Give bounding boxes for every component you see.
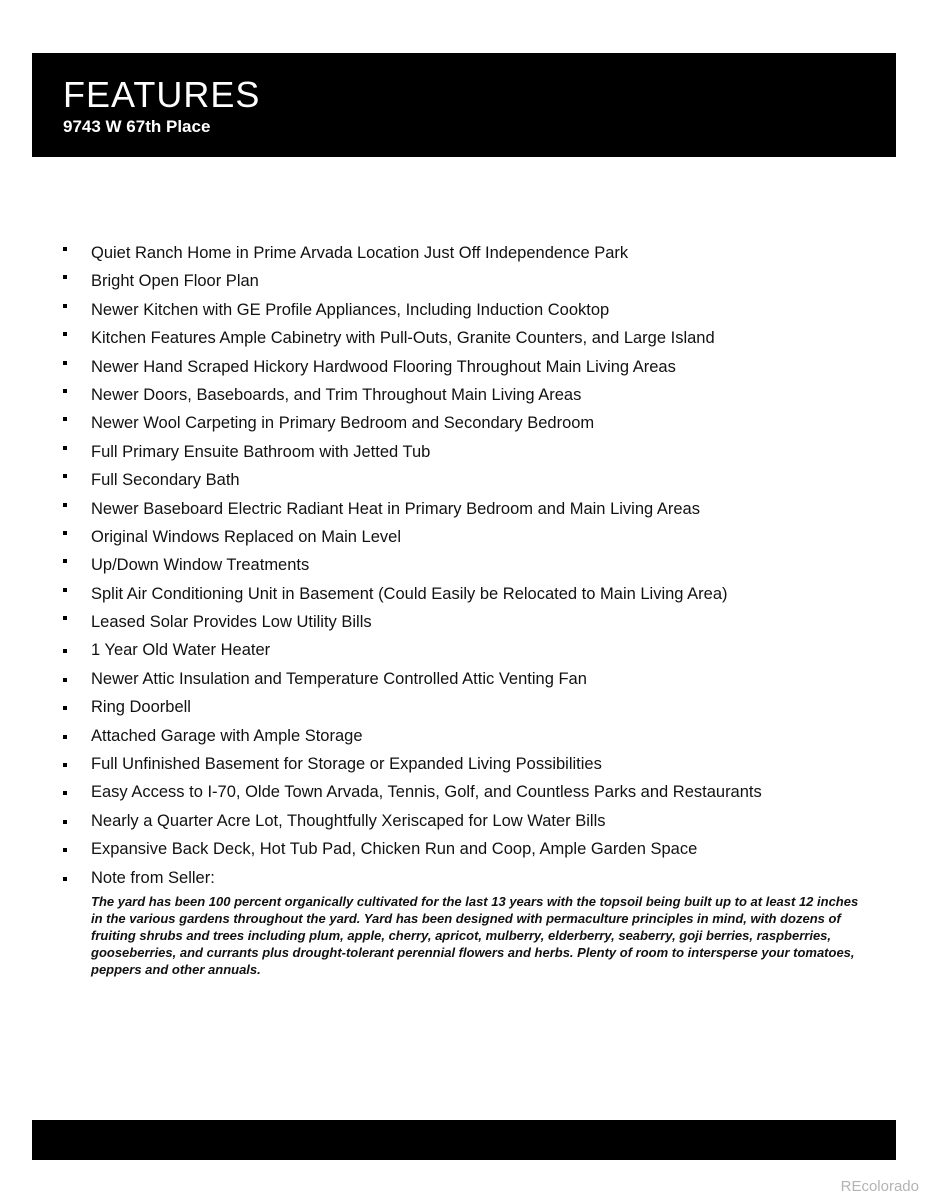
bullet-icon	[63, 706, 67, 710]
bullet-icon	[63, 649, 67, 653]
feature-text: 1 Year Old Water Heater	[91, 641, 271, 660]
feature-item	[60, 750, 880, 778]
bullet-icon	[63, 304, 67, 308]
feature-text: Full Unfinished Basement for Storage or Expanded Living Possibilities	[91, 755, 602, 774]
feature-item	[60, 438, 880, 466]
feature-item	[60, 353, 880, 381]
bullet-icon	[63, 877, 67, 881]
feature-item	[60, 693, 880, 721]
feature-item	[60, 551, 880, 579]
recolorado-watermark: REcolorado	[840, 1178, 919, 1195]
bullet-icon	[63, 678, 67, 682]
feature-text: Kitchen Features Ample Cabinetry with Pull-Outs, Granite Counters, and Large Island	[91, 329, 715, 348]
bullet-icon	[63, 559, 67, 563]
property-address: 9743 W 67th Place	[63, 117, 211, 136]
feature-item	[60, 466, 880, 494]
feature-item	[60, 835, 880, 863]
feature-text: Full Secondary Bath	[91, 471, 240, 490]
seller-note-block	[60, 892, 880, 978]
bullet-icon	[63, 616, 67, 620]
feature-item	[60, 495, 880, 523]
bullet-icon	[63, 848, 67, 852]
bullet-icon	[63, 361, 67, 365]
bullet-icon	[63, 531, 67, 535]
feature-item	[60, 381, 880, 409]
feature-text: Split Air Conditioning Unit in Basement (Could Easily be Relocated to Main Living Area)	[91, 584, 728, 603]
feature-text: Ring Doorbell	[91, 698, 191, 717]
feature-text: Attached Garage with Ample Storage	[91, 726, 363, 745]
feature-text: Note from Seller:	[91, 868, 215, 887]
feature-text: Full Primary Ensuite Bathroom with Jetted Tub	[91, 442, 431, 461]
bullet-icon	[63, 417, 67, 421]
feature-item	[60, 523, 880, 551]
bullet-icon	[63, 503, 67, 507]
bullet-icon	[63, 820, 67, 824]
bullet-icon	[63, 247, 67, 251]
feature-item	[60, 665, 880, 693]
feature-item	[60, 778, 880, 806]
footer-banner	[32, 1120, 896, 1160]
feature-text: Original Windows Replaced on Main Level	[91, 527, 401, 546]
feature-item	[60, 608, 880, 636]
feature-item	[60, 267, 880, 295]
feature-item	[60, 324, 880, 352]
bullet-icon	[63, 446, 67, 450]
feature-item	[60, 807, 880, 835]
bullet-icon	[63, 735, 67, 739]
feature-text: Easy Access to I-70, Olde Town Arvada, Tennis, Golf, and Countless Parks and Restaurants	[91, 783, 762, 802]
bullet-icon	[63, 588, 67, 592]
feature-text: Newer Hand Scraped Hickory Hardwood Flooring Throughout Main Living Areas	[91, 357, 676, 376]
bullet-icon	[63, 389, 67, 393]
seller-note-text: The yard has been 100 percent organically cultivated for the last 13 years with the topsoil being built up to at least 12 inches in the various gardens throughout the yard. Yard has been designed with permaculture principles in mind, with dozens of fruiting shrubs and trees including plum, apple, cherry, apricot, mulberry, elderberry, seaberry, goji berries, raspberries, gooseberries, and currants plus drought-tolerant perennial flowers and herbs. Plenty of room to intersperse your tomatoes, peppers and other annuals.	[91, 893, 859, 977]
feature-text: Expansive Back Deck, Hot Tub Pad, Chicken Run and Coop, Ample Garden Space	[91, 840, 698, 859]
feature-item	[60, 409, 880, 437]
bullet-icon	[63, 332, 67, 336]
feature-text: Newer Kitchen with GE Profile Appliances, Including Induction Cooktop	[91, 300, 610, 319]
feature-item	[60, 239, 880, 267]
feature-text: Newer Wool Carpeting in Primary Bedroom and Secondary Bedroom	[91, 414, 595, 433]
feature-text: Up/Down Window Treatments	[91, 556, 310, 575]
feature-text: Leased Solar Provides Low Utility Bills	[91, 613, 372, 632]
feature-text: Nearly a Quarter Acre Lot, Thoughtfully Xeriscaped for Low Water Bills	[91, 811, 606, 830]
feature-text: Newer Baseboard Electric Radiant Heat in Primary Bedroom and Main Living Areas	[91, 499, 700, 518]
feature-text: Bright Open Floor Plan	[91, 272, 259, 291]
feature-item	[60, 722, 880, 750]
page-title: FEATURES	[63, 74, 261, 115]
feature-item	[60, 636, 880, 664]
bullet-icon	[63, 763, 67, 767]
feature-text: Quiet Ranch Home in Prime Arvada Location Just Off Independence Park	[91, 244, 629, 262]
feature-text: Newer Attic Insulation and Temperature Controlled Attic Venting Fan	[91, 669, 587, 688]
feature-list	[60, 239, 880, 978]
bullet-icon	[63, 791, 67, 795]
feature-item-note	[60, 864, 880, 892]
feature-item	[60, 296, 880, 324]
header-banner	[32, 53, 896, 157]
bullet-icon	[63, 474, 67, 478]
bullet-icon	[63, 275, 67, 279]
feature-item	[60, 580, 880, 608]
feature-text: Newer Doors, Baseboards, and Trim Throughout Main Living Areas	[91, 385, 582, 404]
